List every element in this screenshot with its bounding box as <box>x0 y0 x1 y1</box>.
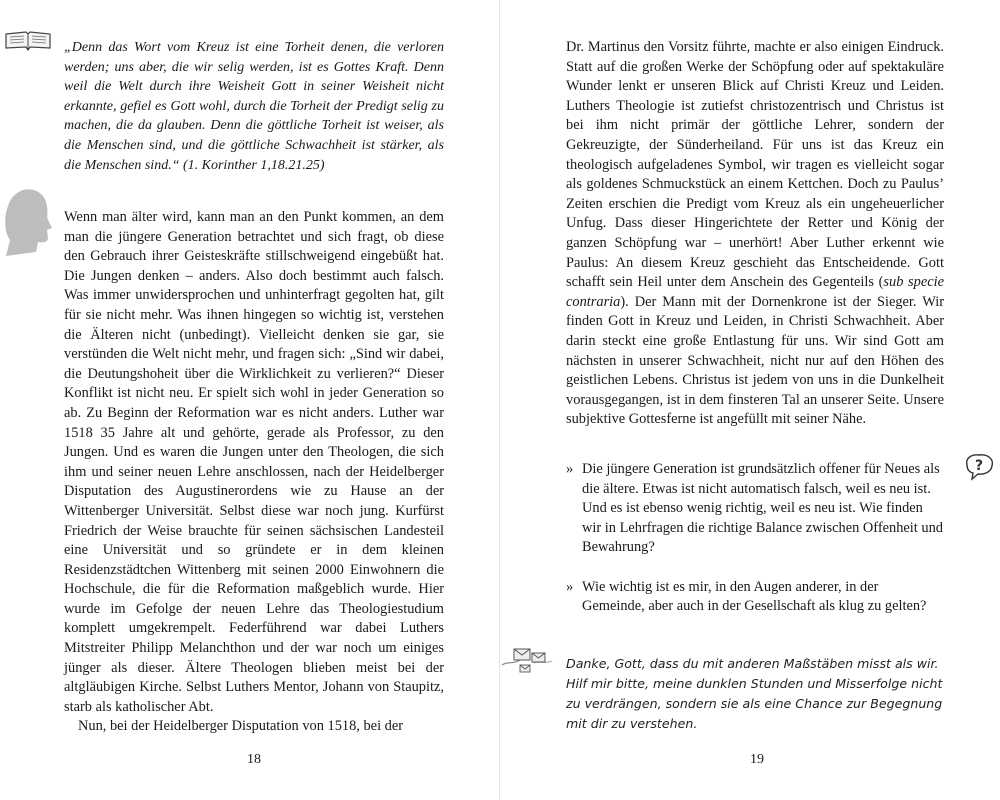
latin-phrase: sub specie contraria <box>566 274 945 310</box>
mail-envelopes-icon <box>500 643 562 677</box>
prayer-text: Danke, Gott, dass du mit anderen Maßstäben misst als wir. Hilf mir bitte, meine dunklen Stunden und Misserfolge nicht zu verdrängen, sondern sie als eine Chance zur Begegnung mit dir zu verstehen. <box>566 656 943 731</box>
question-marker: » <box>566 461 574 477</box>
open-book-icon <box>4 30 52 52</box>
question-marker: » <box>566 578 574 595</box>
page-number-right: 19 <box>750 752 764 767</box>
bible-quote: „Denn das Wort vom Kreuz ist eine Torheit denen, die verloren werden; uns aber, die wir selig werden, ist es Gottes Kraft. Denn weil die Welt durch ihre Weisheit Gott in seiner Weisheit nicht erkannte, gefiel es Gott wohl, durch die Torheit der Predigt selig zu machen, die da glauben. Denn die göttliche Torheit ist weiser, als die Menschen sind, und die göttliche Schwachheit ist stärker, als die Menschen sind.“ (1. Korinther 1,18.21.25) <box>64 40 444 173</box>
page-number-left: 18 <box>247 752 261 767</box>
svg-text:?: ? <box>974 458 984 474</box>
head-silhouette-icon <box>2 186 54 256</box>
question-item <box>566 578 944 617</box>
question-text: Die jüngere Generation ist grundsätzlich offener für Neues als die ältere. Etwas ist nicht automatisch falsch, weil es neu ist. Und es ist ebenso wenig richtig, weil es neu ist. Wie finden wir in Lehrfragen die richtige Balance zwischen Offenheit und Bewahrung? <box>582 461 943 556</box>
paragraph-rest: ). Der Mann mit der Dornenkrone ist der Sieger. Wir finden Gott in Kreuz und Leiden, in Christi Schwachheit. Aber darin steckt eine große Entlastung für uns. Wir sind Gott am nächsten in unserer Schwachheit, nicht nur auf den Höhen des geistlichen Lebens. Christus ist jedem von uns in die Dunkelheit vorausgegangen, ist in dem finsteren Tal an unserer Seite. Unsere subjektive Gottesferne ist angefüllt mit seiner Nähe. <box>566 293 944 428</box>
paragraph-lead: Dr. Martinus den Vorsitz führte, machte er also einigen Eindruck. Statt auf die großen Werke der Schöpfung oder auf spektakuläre Wunder lenkt er unseren Blick auf Christi Kreuz und Leiden. Luthers Theologie ist zutiefst christozentrisch und Christus ist bei ihm nicht primär der göttliche Lehrer, sondern der Gekreuzigte, der Sünderheiland. Für uns ist das Kreuz ein theologisch aufgeladenes Symbol, wir tragen es vielleicht sogar als goldenes Schmuckstück an einem Kettchen. Doch zu Paulus’ Zeiten erschien die Predigt vom Kreuz als ein ungeheuerlicher Unfug. Dass dieser Hingerichtete der Retter und König der ganzen Schöpfung war – unerhört! Aber Luther erkennt wie Paulus: An diesem Kreuz geschieht das Entscheidende. Gott schafft sein Heil unter dem Anschein des Gegenteils ( <box>566 39 944 291</box>
paragraph: Nun, bei der Heidelberger Disputation von 1518, bei der <box>78 718 404 735</box>
reflection-questions <box>566 460 944 636</box>
paragraph <box>566 38 944 430</box>
question-item <box>566 460 944 558</box>
right-body-text <box>566 38 944 430</box>
left-body-text <box>64 208 444 737</box>
paragraph: Wenn man älter wird, kann man an den Punkt kommen, an dem man die jüngere Generation betrachtet und sich fragt, ob diese den Gebrauch ihrer Geisteskräfte stillschweigend eingebüßt hat. Die Jungen denken – anders. Also doch bestimmt auch falsch. Was immer unwidersprochen und unhinterfragt gegolten hat, gilt für sie nicht mehr. Was ihnen hingegen so wichtig ist, verstehen die Älteren nicht (unbedingt). Vielleicht denken sie gar, sie verstünden die Welt nicht mehr, und fragen sich: „Sind wir dabei, die Deutungshoheit über die Wirklichkeit zu verlieren?“ Dieser Konflikt ist nicht neu. Er spielt sich wohl in jeder Generation so ab. Zu Beginn der Reformation war es nicht anders. Luther war 1518 35 Jahre alt und gehörte, gerade als Professor, zu den Jungen. Und es waren die Jungen unter den Theologen, die sich ihm und seiner neuen Lehre anschlossen, nach der Heidelberger Disputation des Augustinerordens wie zu Hause an der Wittenberger Universität. Selbst diese war noch jung. Kurfürst Friedrich der Weise brauchte für seinen sächsischen Landesteil eine Universität und so gründete er in dem kleinen Residenzstädtchen Wittenberg mit seinen 2000 Einwohnern die Hochschule, die für die Reformation maßgeblich wurde. Hier wurde im Gefolge der neuen Lehre das Theologiestudium komplett umgekrempelt. Federführend war dabei Luthers Mitstreiter Philipp Melanchthon und der war noch um einiges jünger als dieser. Ältere Theologen blieben meist bei der altgläubigen Kirche. Selbst Luthers Mentor, Johann von Staupitz, starb als katholischer Abt. <box>64 209 444 715</box>
question-bubble-icon <box>962 452 996 482</box>
question-text: Wie wichtig ist es mir, in den Augen anderer, in der Gemeinde, aber auch in der Gesellschaft als klug zu gelten? <box>582 578 927 615</box>
